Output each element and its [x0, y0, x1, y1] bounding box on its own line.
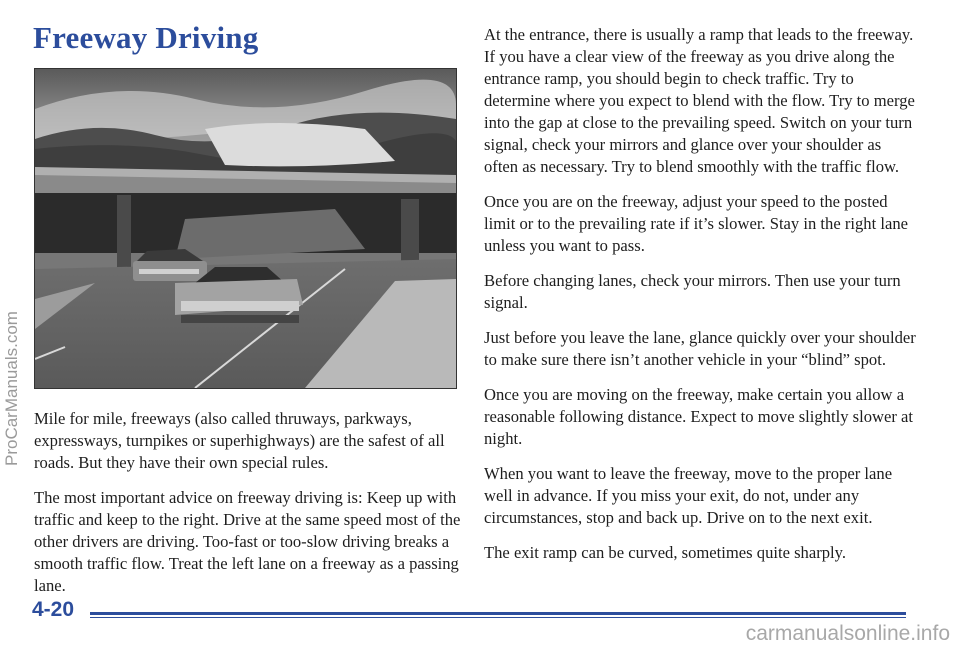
side-watermark-text: ProCarManuals.com	[2, 311, 21, 466]
paragraph: The most important advice on freeway driving is: Keep up with traffic and keep to the right. Drive at the same speed most of the other drivers are driving. Too-fast or too-slow driving breaks a smooth traffic flow. Treat the left lane on a freeway as a passing lane.	[34, 488, 461, 595]
left-column	[34, 408, 466, 610]
right-column	[484, 24, 916, 577]
paragraph: Just before you leave the lane, glance quickly over your shoulder to make sure there isn’t another vehicle in your “blind” spot.	[484, 328, 916, 369]
paragraph: When you want to leave the freeway, move to the proper lane well in advance. If you miss your exit, do not, under any circumstances, stop and back up. Drive on to the next exit.	[484, 464, 893, 527]
paragraph: Once you are on the freeway, adjust your speed to the posted limit or to the prevailing rate if it’s slower. Stay in the right lane unless you want to pass.	[484, 192, 908, 255]
bottom-watermark: carmanualsonline.info	[745, 622, 950, 645]
page-title: Freeway Driving	[33, 20, 259, 55]
footer-rule-thin	[90, 617, 906, 618]
side-watermark	[2, 230, 24, 470]
footer-rule	[90, 612, 906, 615]
paragraph: The exit ramp can be curved, sometimes quite sharply.	[484, 543, 847, 562]
pillar-left	[117, 195, 131, 275]
paragraph: At the entrance, there is usually a ramp that leads to the freeway. If you have a clear view of the freeway as you drive along the entrance ramp, you should begin to check traffic. Try to determine where you expect to blend with the flow. Try to merge into the gap at close to the prevailing speed. Switch on your turn signal, check your mirrors and glance over your shoulder as often as necessary. Try to blend smoothly with the traffic flow.	[484, 25, 915, 176]
paragraph: Mile for mile, freeways (also called thruways, parkways, expressways, turnpikes or superhighways) are the safest of all roads. But they have their own special rules.	[34, 409, 445, 472]
freeway-overpass-photo	[34, 68, 457, 389]
paragraph: Before changing lanes, check your mirrors. Then use your turn signal.	[484, 271, 901, 312]
page-number: 4-20	[32, 598, 75, 621]
paragraph: Once you are moving on the freeway, make certain you allow a reasonable following distance. Expect to move slightly slower at night.	[484, 385, 914, 448]
